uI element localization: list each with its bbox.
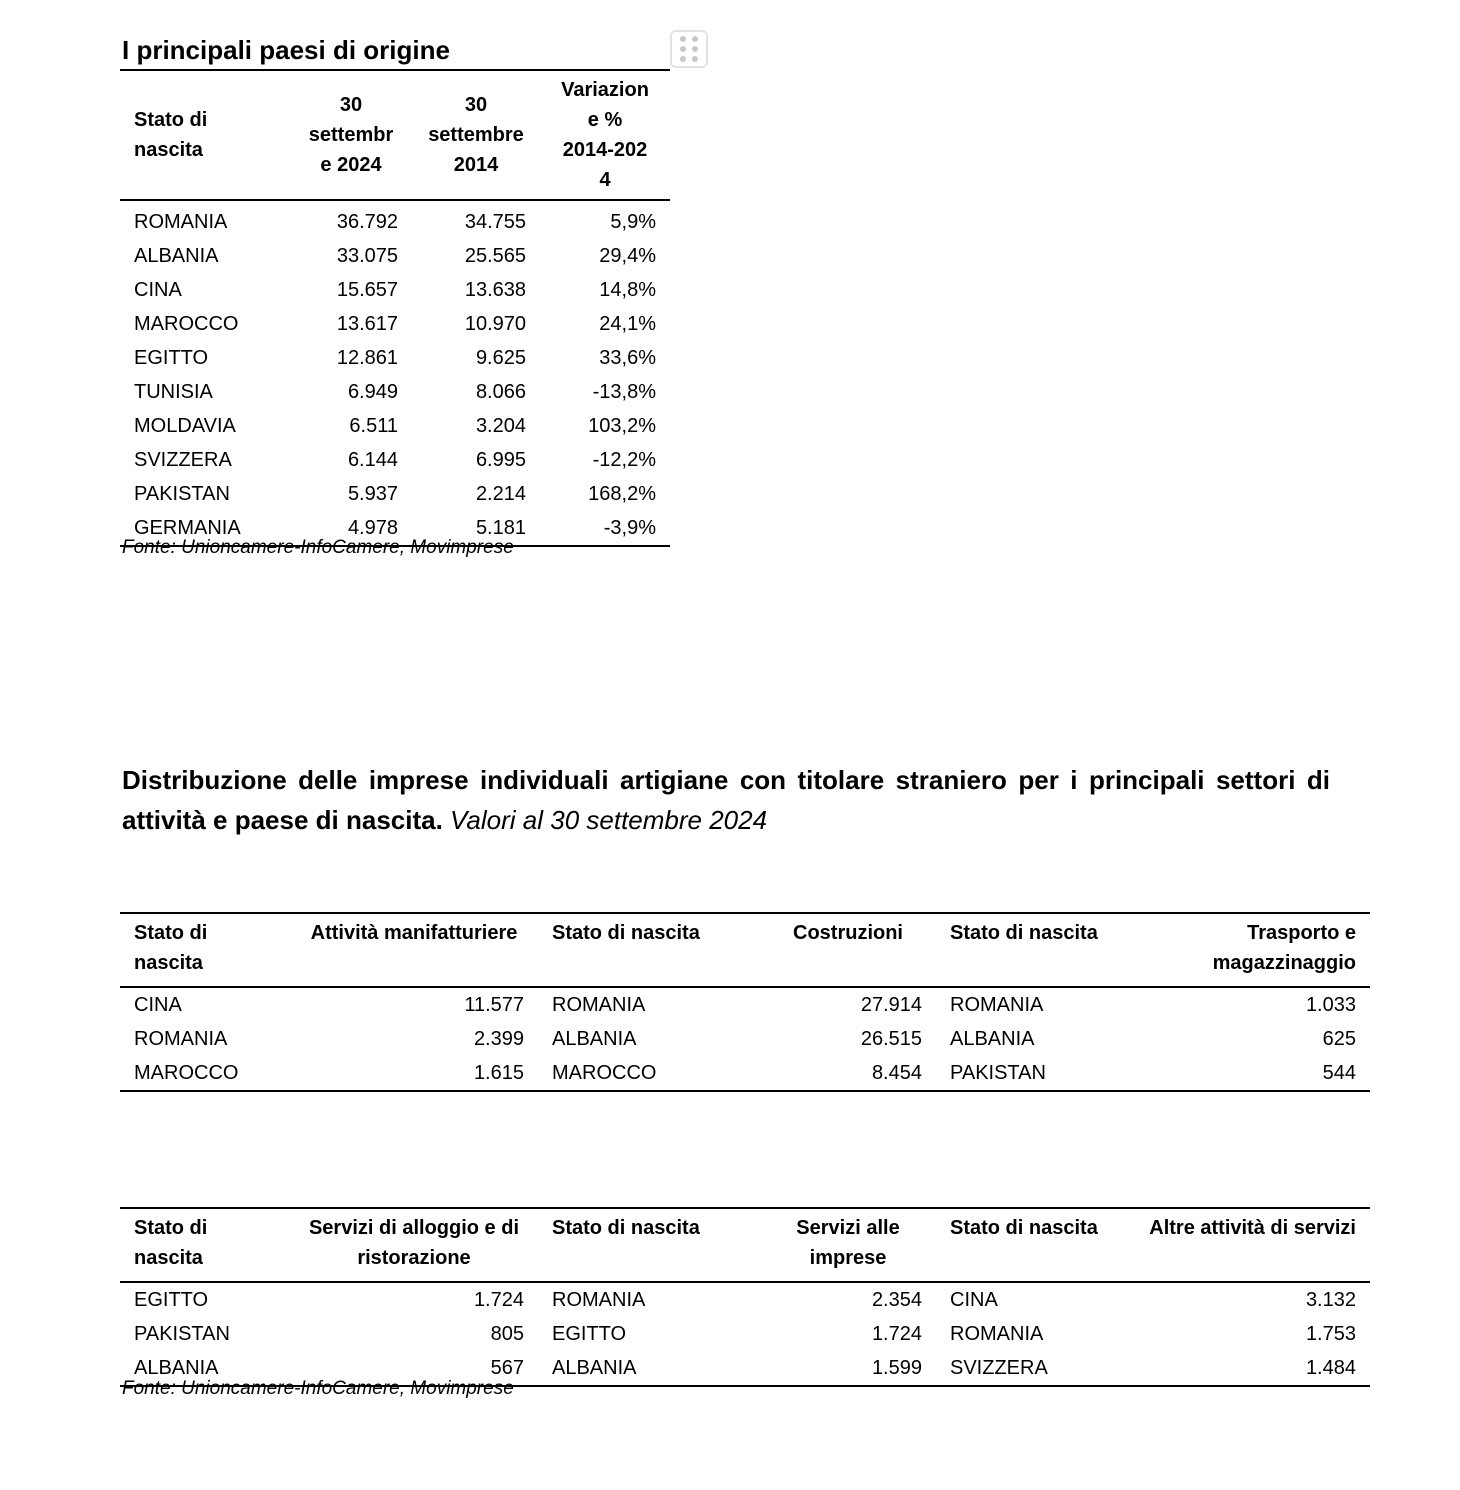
country-cell: SVIZZERA	[134, 449, 232, 471]
country-cell: ROMANIA	[134, 211, 228, 233]
value-cell: 4.978	[347, 517, 398, 539]
country-cell: CINA	[134, 279, 182, 301]
table-row	[120, 1282, 1370, 1317]
col-header: Stato di nascita	[552, 1217, 700, 1239]
value-cell: 14,8%	[599, 279, 656, 301]
value-cell: 2.354	[871, 1289, 922, 1311]
value-cell: 1.033	[1305, 994, 1356, 1016]
country-cell: ALBANIA	[134, 245, 219, 267]
col-header: Attività manifatturiere	[310, 922, 518, 944]
country-cell: ROMANIA	[950, 994, 1044, 1016]
table-row	[120, 307, 670, 341]
value-cell: 26.515	[860, 1028, 922, 1050]
value-cell: 13.638	[464, 279, 526, 301]
value-cell: 12.861	[336, 347, 398, 369]
country-cell: CINA	[134, 994, 182, 1016]
table-row	[120, 375, 670, 409]
sector-table-a	[120, 912, 1370, 1092]
country-cell: ROMANIA	[950, 1323, 1044, 1345]
col-header: Costruzioni	[793, 922, 903, 944]
country-cell: EGITTO	[134, 347, 209, 369]
table-row	[120, 1056, 1370, 1091]
country-cell: PAKISTAN	[950, 1062, 1046, 1084]
sector-table-b	[120, 1207, 1370, 1387]
drag-handle-icon[interactable]	[670, 30, 708, 68]
value-cell: 9.625	[475, 347, 526, 369]
country-cell: TUNISIA	[134, 381, 213, 403]
value-cell: 6.144	[347, 449, 398, 471]
source-note: Fonte: Unioncamere-InfoCamere, Movimprese	[122, 1378, 514, 1399]
table-row	[120, 1022, 1370, 1056]
value-cell: 6.995	[475, 449, 526, 471]
value-cell: 15.657	[336, 279, 398, 301]
value-cell: 5.181	[475, 517, 526, 539]
value-cell: 8.454	[871, 1062, 922, 1084]
table-header-row	[120, 1208, 1370, 1282]
value-cell: 27.914	[860, 994, 922, 1016]
country-cell: ALBANIA	[950, 1028, 1035, 1050]
value-cell: 5,9%	[610, 211, 656, 233]
country-cell: ALBANIA	[552, 1357, 637, 1379]
value-cell: 1.724	[871, 1323, 922, 1345]
table1-title: I principali paesi di origine	[122, 35, 450, 65]
value-cell: 2.399	[473, 1028, 524, 1050]
table-row	[120, 443, 670, 477]
country-cell: GERMANIA	[134, 517, 241, 539]
value-cell: 8.066	[475, 381, 526, 403]
value-cell: 1.753	[1305, 1323, 1356, 1345]
country-cell: ALBANIA	[134, 1357, 219, 1379]
value-cell: 6.511	[349, 415, 398, 437]
table-header-row	[120, 913, 1370, 987]
col-header: Stato di nascita	[134, 922, 208, 974]
country-cell: ROMANIA	[552, 1289, 646, 1311]
table-row	[120, 987, 1370, 1022]
value-cell: -3,9%	[603, 517, 656, 539]
value-cell: 25.565	[464, 245, 526, 267]
value-cell: 10.970	[464, 313, 526, 335]
value-cell: 6.949	[347, 381, 398, 403]
table-row	[120, 341, 670, 375]
table-row	[120, 239, 670, 273]
value-cell: 1.484	[1305, 1357, 1356, 1379]
country-cell: MAROCCO	[134, 1062, 239, 1084]
country-cell: ALBANIA	[552, 1028, 637, 1050]
country-cell: EGITTO	[552, 1323, 627, 1345]
table-row	[120, 409, 670, 443]
country-cell: SVIZZERA	[950, 1357, 1048, 1379]
country-cell: MAROCCO	[552, 1062, 657, 1084]
value-cell: 2.214	[475, 483, 526, 505]
table-row	[120, 273, 670, 307]
table-row	[120, 1317, 1370, 1351]
table-header-row	[120, 70, 670, 200]
value-cell: 168,2%	[588, 483, 656, 505]
col-header: Altre attività di servizi	[1149, 1217, 1356, 1239]
value-cell: 3.204	[475, 415, 526, 437]
country-cell: CINA	[950, 1289, 998, 1311]
value-cell: 544	[1322, 1062, 1356, 1084]
value-cell: 3.132	[1305, 1289, 1356, 1311]
country-cell: MAROCCO	[134, 313, 239, 335]
value-cell: 805	[490, 1323, 524, 1345]
value-cell: 625	[1322, 1028, 1356, 1050]
value-cell: 29,4%	[599, 245, 656, 267]
value-cell: 1.724	[473, 1289, 524, 1311]
country-cell: PAKISTAN	[134, 1323, 230, 1345]
table-row	[120, 477, 670, 511]
value-cell: 5.937	[347, 483, 398, 505]
value-cell: 11.577	[464, 994, 524, 1016]
origin-countries-table	[120, 69, 670, 547]
country-cell: PAKISTAN	[134, 483, 230, 505]
value-cell: 24,1%	[599, 313, 656, 335]
value-cell: 103,2%	[588, 415, 656, 437]
col-header: Servizi di alloggio e di ristorazione	[308, 1217, 520, 1269]
source-note: Fonte: Unioncamere-InfoCamere, Movimprese	[122, 537, 514, 558]
value-cell: 33.075	[336, 245, 398, 267]
value-cell: 1.599	[871, 1357, 922, 1379]
col-header: 30 settembr e 2024	[308, 94, 394, 176]
col-header: Servizi alle imprese	[796, 1217, 900, 1269]
col-header-2014: 30 settembre 2014	[428, 94, 524, 176]
section-title: Distribuzione delle imprese individuali artigiane con titolare straniero per i principali settori di attività e paese di nascita. Valori al 30 settembre 2024	[122, 765, 1330, 835]
country-cell: ROMANIA	[134, 1028, 228, 1050]
col-header: Stato di nascita	[552, 922, 700, 944]
country-cell: EGITTO	[134, 1289, 209, 1311]
value-cell: 567	[490, 1357, 524, 1379]
value-cell: 36.792	[336, 211, 398, 233]
country-cell: ROMANIA	[552, 994, 646, 1016]
value-cell: -13,8%	[592, 381, 656, 403]
value-cell: 1.615	[473, 1062, 524, 1084]
col-header: Variazion e % 2014-202 4	[561, 79, 649, 191]
col-header: Stato di nascita	[134, 1217, 208, 1269]
col-header: Stato di nascita	[950, 1217, 1098, 1239]
value-cell: 34.755	[464, 211, 526, 233]
value-cell: 13.617	[336, 313, 398, 335]
table-row	[120, 200, 670, 239]
col-header: Trasporto e magazzinaggio	[1212, 922, 1356, 974]
value-cell: 33,6%	[599, 347, 656, 369]
col-header: Stato di nascita	[950, 922, 1098, 944]
country-cell: MOLDAVIA	[134, 415, 236, 437]
col-header: Stato di nascita	[134, 109, 208, 161]
value-cell: -12,2%	[592, 449, 656, 471]
